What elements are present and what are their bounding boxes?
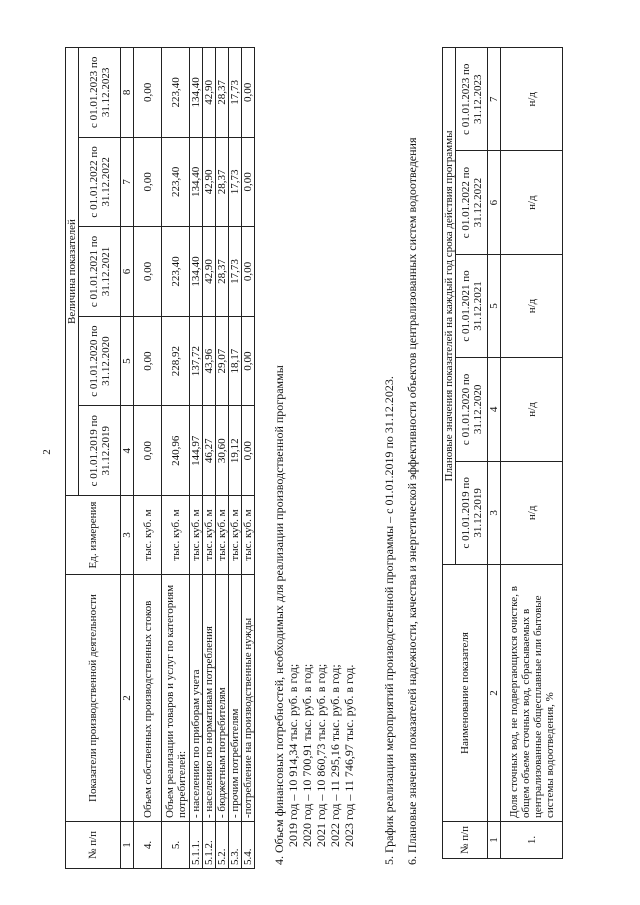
row-value: 30,60	[216, 406, 229, 496]
row-num: 5.1.1.	[190, 822, 203, 869]
row-unit: тыс. куб. м	[242, 496, 255, 575]
table-row	[501, 48, 563, 859]
row-num: 1.	[501, 822, 563, 859]
row-value: 240,96	[162, 406, 190, 496]
page-number: 2	[40, 449, 53, 455]
row-unit: тыс. куб. м	[134, 496, 162, 575]
row-value: 28,37	[216, 227, 229, 317]
table-row	[134, 48, 162, 869]
row-value: 28,37	[216, 137, 229, 227]
col-header-period: с 01.01.2022 по 31.12.2022	[456, 151, 488, 254]
col-header-period: с 01.01.2022 по 31.12.2022	[79, 137, 121, 227]
planned-values-table	[442, 47, 563, 859]
col-header-period: с 01.01.2020 по 31.12.2020	[456, 358, 488, 461]
finance-section	[272, 55, 356, 865]
col-header-period: с 01.01.2023 по 31.12.2023	[79, 48, 121, 138]
col-number: 1	[488, 822, 501, 859]
row-value: 29,07	[216, 316, 229, 406]
row-value: 144,97	[190, 406, 203, 496]
row-value: 134,40	[190, 227, 203, 317]
col-number: 4	[488, 358, 501, 461]
col-header-indicator: Показатели производственной деятельности	[66, 575, 121, 822]
row-value: 0,00	[134, 227, 162, 317]
col-number: 8	[121, 48, 134, 138]
col-header-period: с 01.01.2023 по 31.12.2023	[456, 48, 488, 151]
row-value: н/д	[501, 358, 563, 461]
col-header-num: № п/п	[443, 822, 488, 859]
row-value: н/д	[501, 461, 563, 564]
schedule-section: 5. График реализации мероприятий производственной программы – с 01.01.2019 по 31.12.2023.	[382, 376, 396, 865]
row-value: 42,90	[203, 137, 216, 227]
row-value: 228,92	[162, 316, 190, 406]
row-name: Объем собственных производственных стоков	[134, 575, 162, 822]
table-row	[229, 48, 242, 869]
row-name: Доля сточных вод, не подвергающихся очистке, в общем объеме сточных вод, сбрасываемых в централизованные общесплавные или бытовые системы водоотведения, %	[501, 565, 563, 822]
row-value: 223,40	[162, 137, 190, 227]
row-value: 0,00	[134, 48, 162, 138]
row-name: -потребление на производственные нужды	[242, 575, 255, 822]
table-header-row	[66, 48, 79, 869]
row-value: 42,90	[203, 48, 216, 138]
row-value: 17,73	[229, 137, 242, 227]
col-number: 5	[488, 254, 501, 357]
table-row	[162, 48, 190, 869]
row-name: - бюджетным потребителям	[216, 575, 229, 822]
finance-heading: 4. Объем финансовых потребностей, необходимых для реализации производственной программы	[272, 365, 286, 865]
row-value: 17,73	[229, 48, 242, 138]
row-value: 223,40	[162, 48, 190, 138]
col-header-group: Плановые значения показателей на каждый год срока действия программы	[443, 48, 456, 565]
table-row	[203, 48, 216, 869]
planned-values-heading: 6. Плановые значения показателей надежности, качества и энергетической эффективности объектов централизованных систем водоотведения	[405, 137, 419, 865]
col-number: 4	[121, 406, 134, 496]
column-number-row	[121, 48, 134, 869]
col-number: 2	[121, 575, 134, 822]
row-value: 0,00	[134, 137, 162, 227]
table-header-row	[443, 48, 456, 859]
row-value: 17,73	[229, 227, 242, 317]
row-value: 43,96	[203, 316, 216, 406]
row-num: 5.	[162, 822, 190, 869]
row-unit: тыс. куб. м	[203, 496, 216, 575]
row-value: 46,27	[203, 406, 216, 496]
finance-line: 2022 год – 11 295,16 тыс. руб. в год;	[328, 664, 342, 847]
row-value: 0,00	[242, 137, 255, 227]
col-number: 5	[121, 316, 134, 406]
col-number: 6	[121, 227, 134, 317]
row-value: н/д	[501, 151, 563, 254]
row-num: 5.1.2.	[203, 822, 216, 869]
row-value: 0,00	[134, 316, 162, 406]
col-number: 1	[121, 822, 134, 869]
row-value: 223,40	[162, 227, 190, 317]
col-number: 2	[488, 565, 501, 822]
row-value: 0,00	[134, 406, 162, 496]
row-unit: тыс. куб. м	[190, 496, 203, 575]
row-unit: тыс. куб. м	[216, 496, 229, 575]
finance-line: 2021 год – 10 860,73 тыс. руб. в год;	[314, 663, 328, 847]
row-num: 5.3.	[229, 822, 242, 869]
table-row	[242, 48, 255, 869]
row-value: 19,12	[229, 406, 242, 496]
row-value: 0,00	[242, 406, 255, 496]
row-value: 42,90	[203, 227, 216, 317]
row-value: 0,00	[242, 316, 255, 406]
col-header-period: с 01.01.2021 по 31.12.2021	[456, 254, 488, 357]
row-value: 18,17	[229, 316, 242, 406]
row-name: Объем реализации товаров и услуг по категориям потребителей:	[162, 575, 190, 822]
row-value: 137,72	[190, 316, 203, 406]
table-row	[190, 48, 203, 869]
finance-line: 2020 год – 10 700,91 тыс. руб. в год;	[300, 663, 314, 847]
row-value: 0,00	[242, 48, 255, 138]
col-header-group: Величина показателей	[66, 48, 79, 496]
col-header-period: с 01.01.2019 по 31.12.2019	[456, 461, 488, 564]
col-header-num: № п/п	[66, 822, 121, 869]
row-value: н/д	[501, 254, 563, 357]
row-num: 5.4.	[242, 822, 255, 869]
col-number: 3	[121, 496, 134, 575]
row-unit: тыс. куб. м	[229, 496, 242, 575]
row-value: 134,40	[190, 137, 203, 227]
row-value: 0,00	[242, 227, 255, 317]
row-value: н/д	[501, 48, 563, 151]
col-header-period: с 01.01.2020 по 31.12.2020	[79, 316, 121, 406]
col-number: 3	[488, 461, 501, 564]
col-number: 7	[488, 48, 501, 151]
col-number: 6	[488, 151, 501, 254]
row-value: 28,37	[216, 48, 229, 138]
row-name: - прочим потребителям	[229, 575, 242, 822]
finance-line: 2023 год – 11 746,97 тыс. руб. в год.	[342, 664, 356, 847]
table-row	[216, 48, 229, 869]
row-value: 134,40	[190, 48, 203, 138]
row-name: - населению по нормативам потребления	[203, 575, 216, 822]
col-number: 7	[121, 137, 134, 227]
col-header-period: с 01.01.2019 по 31.12.2019	[79, 406, 121, 496]
col-header-unit: Ед. измерения	[66, 496, 121, 575]
col-header-name: Наименование показателя	[443, 565, 488, 822]
row-num: 5.2.	[216, 822, 229, 869]
production-indicators-table	[65, 47, 255, 869]
row-num: 4.	[134, 822, 162, 869]
col-header-period: с 01.01.2021 по 31.12.2021	[79, 227, 121, 317]
column-number-row	[488, 48, 501, 859]
row-unit: тыс. куб. м	[162, 496, 190, 575]
finance-line: 2019 год – 10 914,34 тыс. руб. в год;	[286, 663, 300, 847]
row-name: - населению по приборам учета	[190, 575, 203, 822]
